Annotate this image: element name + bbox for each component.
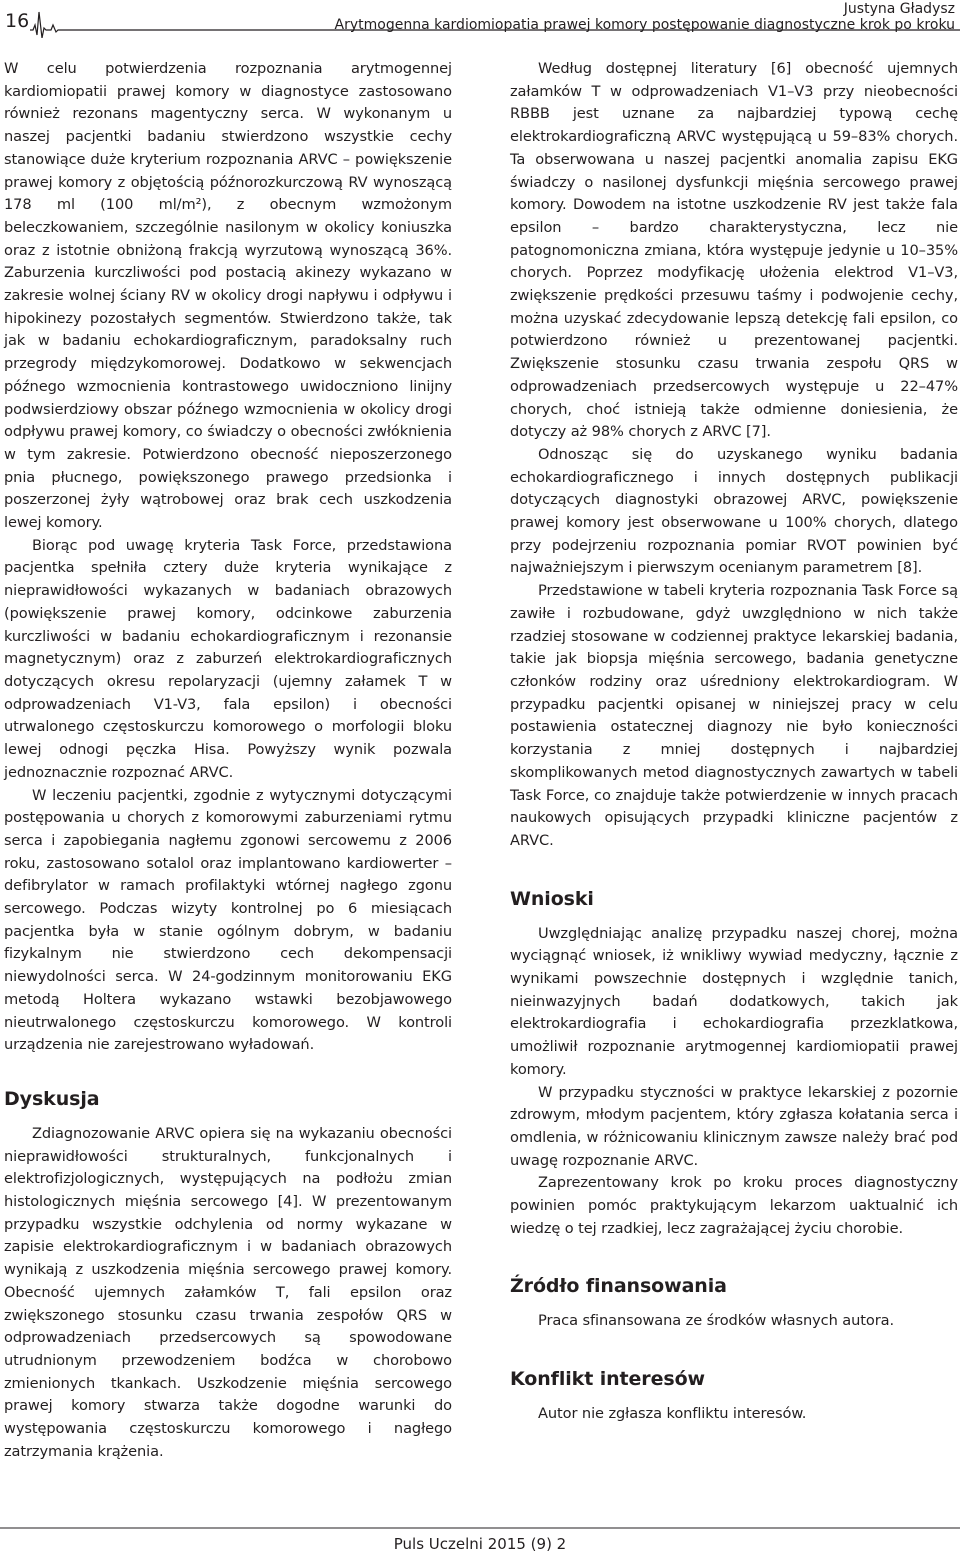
paragraph: Biorąc pod uwagę kryteria Task Force, przedstawiona pacjentka spełniła cztery duże kryteria wynikające z nieprawidłowości wykazanych w badaniach obrazowych (powiększenie prawej komory, odcinkowe zaburzenia kurczliwości w badaniu echokardiograficznym i rezonansie magnetycznym) oraz z zaburzeń elektrokardiograficznych dotyczących okresu repolaryzacji (ujemny załamek T w odprowadzeniach V1-V3, fala epsilon) i obecności utrwalonego częstoskurczu komorowego o morfologii bloku lewej odnogi pęczka Hisa. Powyższy wynik pozwala jednoznacznie rozpoznać ARVC. bbox=[4, 536, 452, 781]
paragraph: Odnosząc się do uzyskanego wyniku badania echokardiograficznego i innych dostępnych publikacji dotyczących diagnostyki obrazowej ARVC, powiększenie prawej komory jest obserwowane u 100% chorych, dlatego przy podejrzeniu rozpoznania pomiar RVOT powinien być najważniejszym i pierwszym ocenianym parametrem [8]. bbox=[510, 445, 958, 577]
page-header bbox=[0, 0, 960, 44]
header-author: Justyna Gładysz bbox=[843, 1, 955, 17]
section-heading-dyskusja: Dyskusja bbox=[4, 1087, 100, 1110]
page-footer: Puls Uczelni 2015 (9) 2 bbox=[393, 1535, 567, 1553]
paragraph: Przedstawione w tabeli kryteria rozpoznania Task Force są zawiłe i rozbudowane, gdyż uwzględniono w nich także rzadziej stosowane w codziennej praktyce lekarskiej badania, takie jak biopsja mięśnia sercowego, badania genetyczne członków rodziny oraz uśredniony elektrokardiogram. W przypadku pacjentki opisanej w niniejszej pracy w celu postawienia ostatecznej diagnozy nie było konieczności korzystania z mniej dostępnych i najbardziej skomplikowanych metod diagnostycznych zawartych w tabeli Task Force, co znajduje także potwierdzenie w innych pracach naukowych opisujących przypadki kliniczne pacjentów z ARVC. bbox=[510, 582, 958, 849]
left-column bbox=[4, 58, 452, 1463]
paragraph: W przypadku styczności w praktyce lekarskiej z pozornie zdrowym, młodym pacjentem, który zgłasza kołatania serca i omdlenia, w różnicowaniu klinicznym zawsze należy brać pod uwagę rozpoznanie ARVC. bbox=[510, 1083, 958, 1169]
paragraph: Uwzględniając analizę przypadku naszej chorej, można wyciągnąć wniosek, iż wnikliwy wywiad medyczny, łącznie z wynikami powszechnie dostępnych i względnie tanich, nieinwazyjnych badań dodatkowych, takich jak elektrokardiografia i echokardiografia przezklatkowa, umożliwił rozpoznanie arytmogennej kardiomiopatii prawej komory. bbox=[510, 924, 958, 1078]
paragraph: Zaprezentowany krok po kroku proces diagnostyczny powinien pomóc praktykującym lekarzom uaktualnić ich wiedzę o tej rzadkiej, lecz zagrażającej życiu chorobie. bbox=[510, 1174, 958, 1237]
page-number: 16 bbox=[5, 10, 30, 32]
section-heading-zrodlo-finansowania: Źródło finansowania bbox=[510, 1275, 727, 1298]
footer-rule bbox=[0, 1527, 960, 1529]
paragraph: Praca sfinansowana ze środków własnych autora. bbox=[538, 1312, 895, 1330]
paragraph: W celu potwierdzenia rozpoznania arytmogennej kardiomiopatii prawej komory w diagnostyce zastosowano również rezonans magentyczny serca. W wykonanym u naszej pacjentki badaniu stwierdzono wszystkie cechy stanowiące duże kryterium rozpoznania ARVC – powiększenie prawej komory z objętością późnorozkurczową RV wynoszącą 178 ml (100 ml/m²), z obecnym wzmożonym beleczkowaniem, szczególnie nasilonym w okolicy koniuszka oraz z istotnie obniżoną frakcją wyrzutową wynoszącą 36%. Zaburzenia kurczliwości pod postacią akinezy wykazano w zakresie wolnej ściany RV w okolicy drogi napływu i odpływu i hipokinezy pozostałych segmentów. Stwierdzono także, tak jak w badaniu echokardiograficznym, paradoksalny ruch przegrody międzykomorowej. Dodatkowo w sekwencjach późnego wzmocnienia kontrastowego uwidoczniono linijny podwsierdziowy obszar późnego wzmocnienia w okolicy drogi odpływu prawej komory, co świadczy o obecności zwłóknienia w tym zakresie. Potwierdzono obecność nieposzerzonego pnia płucnego, powiększonego prawego przedsionka i poszerzonej żyły wątrobowej oraz brak cech uszkodzenia lewej komory. bbox=[4, 60, 452, 532]
section-heading-wnioski: Wnioski bbox=[510, 887, 594, 910]
section-heading-konflikt-interesow: Konflikt interesów bbox=[510, 1368, 705, 1391]
paragraph: W leczeniu pacjentki, zgodnie z wytycznymi dotyczącymi postępowania u chorych z komorowymi zaburzeniami rytmu serca i zapobiegania nagłemu zgonowi sercowemu z 2006 roku, zastosowano sotalol oraz implantowano kardiowerter – defibrylator w ramach profilaktyki wtórnej nagłego zgonu sercowego. Podczas wizyty kontrolnej po 6 miesiącach pacjentka była w stanie ogólnym dobrym, w badaniu fizykalnym nie stwierdzono cech dekompensacji niewydolności serca. W 24-godzinnym monitorowaniu EKG metodą Holtera wykazano wstawki bezobjawowego nieutrwalonego częstoskurczu komorowego. W kontroli urządzenia nie zarejestrowano wyładowań. bbox=[4, 786, 452, 1054]
right-column bbox=[510, 58, 958, 1426]
header-title: Arytmogenna kardiomiopatia prawej komory postępowanie diagnostyczne krok po kroku bbox=[334, 17, 955, 33]
paragraph: Zdiagnozowanie ARVC opiera się na wykazaniu obecności nieprawidłowości strukturalnych, funkcjonalnych i elektrofizjologicznych, występujących na podłożu zmian histologicznych mięśnia sercowego [4]. W prezentowanym przypadku wszystkie odchylenia od normy wykazane w zapisie elektrokardiograficznym i w badaniach obrazowych wynikają z uszkodzenia mięśnia sercowego prawej komory. Obecność ujemnych załamków T, fali epsilon oraz zwiększonego stosunku czasu trwania zespołów QRS w odprowadzeniach przedsercowych są spowodowane utrudnionym przewodzeniem bodźca w chorobowo zmienionych tkankach. Uszkodzenie mięśnia sercowego prawej komory stwarza także dogodne warunki do występowania częstoskurczu komorowego i nagłego zatrzymania krążenia. bbox=[4, 1124, 452, 1460]
paragraph: Według dostępnej literatury [6] obecność ujemnych załamków T w odprowadzeniach V1–V3 przy nieobecności RBBB jest uznane za najbardziej typową cechę elektrokardiograficzną ARVC występującą u 59–83% chorych. Ta obserwowana u naszej pacjentki anomalia zapisu EKG świadczy o nasilonej dysfunkcji mięśnia sercowego prawej komory. Dowodem na istotne uszkodzenie RV jest także fala epsilon – bardzo charakterystyczna, lecz nie patognomoniczna zmiana, która występuje jedynie u 10–35% chorych. Poprzez modyfikację ułożenia elektrod V1–V3, zwiększenie prędkości przesuwu taśmy i podwojenie cechy, można uzyskać zdecydowanie lepszą detekcję fali epsilon, co potwierdzono również u prezentowanej pacjentki. Zwiększenie stosunku czasu trwania zespołu QRS w odprowadzeniach przedsercowych występuje u 22–47% chorych, choć istnieją także odmienne doniesienia, że dotyczy aż 98% chorych z ARVC [7]. bbox=[510, 60, 958, 441]
paragraph: Autor nie zgłasza konfliktu interesów. bbox=[538, 1405, 807, 1423]
